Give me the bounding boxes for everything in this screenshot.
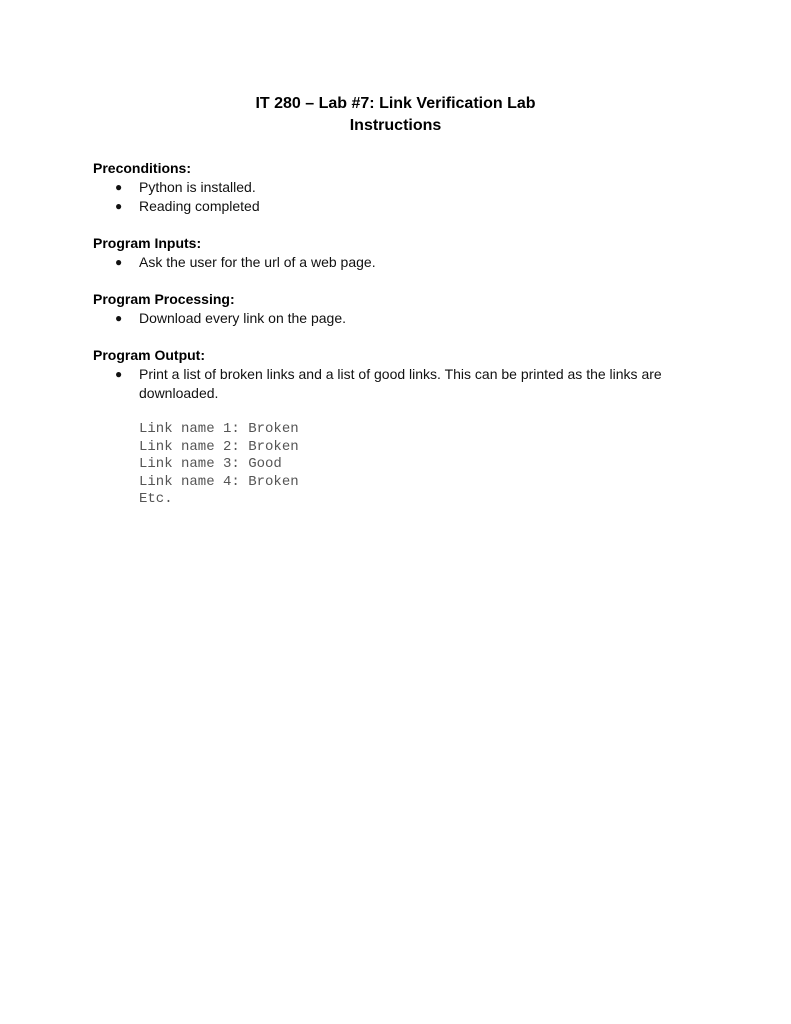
section-heading: Program Inputs:: [93, 235, 202, 251]
section-program-output: [93, 346, 693, 509]
section-program-inputs: [93, 234, 693, 272]
list-item: [93, 253, 693, 272]
bullet-list: [93, 178, 693, 216]
list-item-text: Download every link on the page.: [139, 310, 347, 326]
bullet-list: [93, 365, 693, 403]
bullet-list: [93, 253, 693, 272]
code-line: Link name 1: Broken: [139, 421, 299, 437]
section-program-processing: [93, 290, 693, 328]
bullet-icon: ●: [115, 180, 123, 194]
bullet-icon: ●: [115, 199, 123, 213]
bullet-icon: ●: [115, 255, 123, 269]
list-item: [93, 178, 693, 197]
list-item: [93, 197, 693, 216]
bullet-list: [93, 309, 693, 328]
list-item-text: Reading completed: [139, 198, 260, 214]
list-item-text: Python is installed.: [139, 179, 256, 195]
document-subtitle: Instructions: [349, 117, 442, 134]
document-title: IT 280 – Lab #7: Link Verification Lab: [255, 95, 536, 112]
document-body: [93, 159, 693, 527]
code-line: Etc.: [139, 491, 173, 507]
title-block: [0, 93, 791, 137]
bullet-icon: ●: [115, 311, 123, 325]
section-heading: Program Processing:: [93, 291, 235, 307]
section-heading: Preconditions:: [93, 160, 192, 176]
list-item: [93, 309, 693, 328]
section-preconditions: [93, 159, 693, 216]
bullet-icon: ●: [115, 367, 123, 381]
list-item: [93, 365, 693, 403]
code-line: Link name 4: Broken: [139, 473, 299, 490]
section-heading: Program Output:: [93, 347, 205, 363]
code-line: Link name 2: Broken: [139, 438, 299, 455]
sample-output-code: [139, 421, 693, 509]
list-item-text: Print a list of broken links and a list of good links. This can be printed as the links are downloaded.: [139, 366, 662, 401]
list-item-text: Ask the user for the url of a web page.: [139, 254, 376, 270]
code-line: Link name 3: Good: [139, 456, 282, 472]
